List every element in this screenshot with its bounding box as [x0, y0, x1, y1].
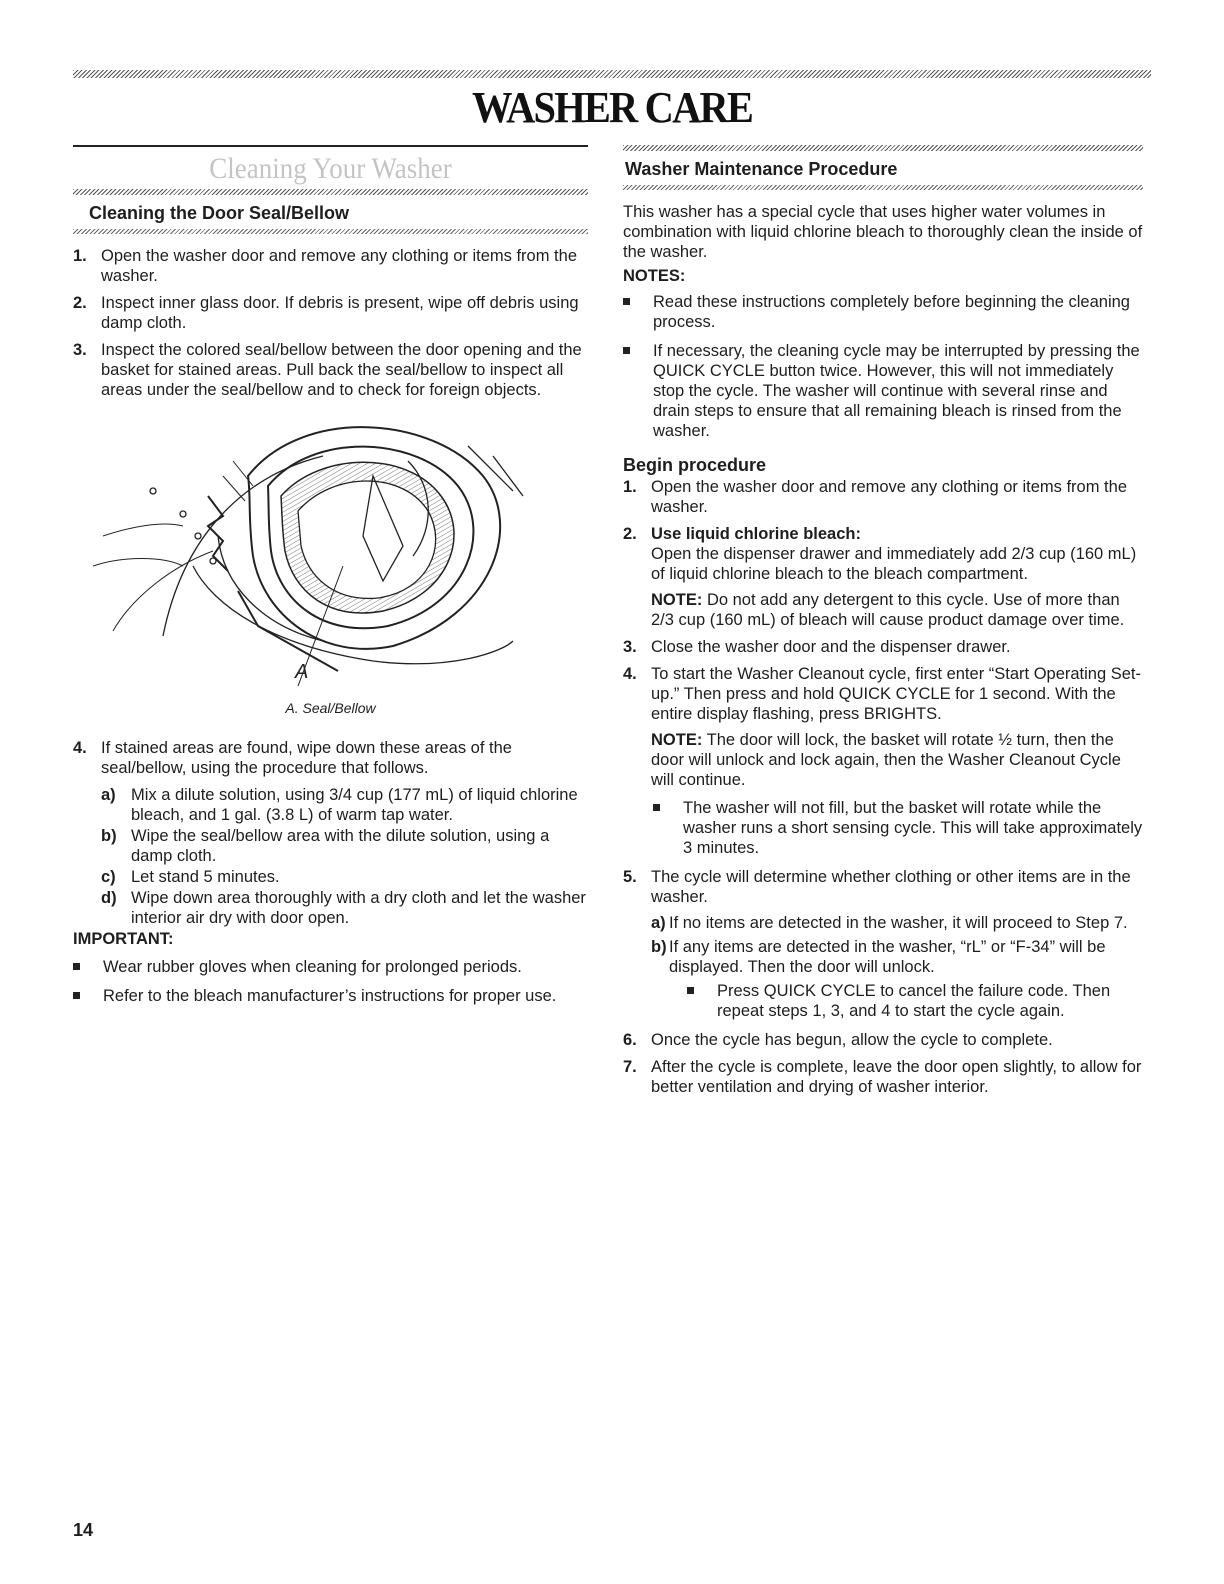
section-title: Cleaning Your Washer: [209, 152, 452, 185]
bullet-item: [687, 981, 1143, 1021]
substep-letter: b): [101, 827, 117, 845]
list-item: [623, 477, 1143, 517]
step-number: 5.: [623, 868, 637, 886]
subheading-door-seal: Cleaning the Door Seal/Bellow: [89, 203, 350, 223]
top-hatched-rule: [73, 70, 1151, 78]
begin-procedure-heading: Begin procedure: [623, 455, 767, 475]
substep-text: If any items are detected in the washer, “rL” or “F-34” will be displayed. Then the door will unlock.: [669, 938, 1106, 976]
list-item: [623, 524, 1143, 630]
note-text: Do not add any detergent to this cycle. Use of more than 2/3 cup (160 mL) of bleach will cause product damage over time.: [651, 591, 1125, 629]
bullet-item: [73, 986, 588, 1006]
bullet-text: Refer to the bleach manufacturer’s instructions for proper use.: [103, 987, 557, 1005]
page-number: 14: [73, 1520, 94, 1540]
step-title: Use liquid chlorine bleach:: [651, 525, 861, 543]
step-text: Inspect the colored seal/bellow between the door opening and the basket for stained areas. Pull back the seal/bellow to inspect all areas under the seal/bellow and to check for foreign objects.: [101, 341, 582, 399]
step-text: After the cycle is complete, leave the door open slightly, to allow for better ventilation and drying of washer interior.: [651, 1058, 1142, 1096]
substep-text: Let stand 5 minutes.: [131, 868, 280, 886]
step-number: 3.: [623, 638, 637, 656]
bullet-item: [623, 341, 1143, 441]
note-label: NOTE:: [651, 731, 703, 749]
note-label: NOTE:: [651, 591, 703, 609]
step-number: 2.: [623, 525, 637, 543]
left-column: [73, 145, 588, 1015]
bullet-text: If necessary, the cleaning cycle may be interrupted by pressing the QUICK CYCLE button twice. However, this will not immediately stop the cycle. The washer will continue with several rinse and drain steps to ensure that all remaining bleach is rinsed from the washer.: [653, 342, 1140, 440]
step-number: 1.: [623, 478, 637, 496]
sub-list-item: [651, 937, 1143, 1021]
list-item: [623, 664, 1143, 858]
step-number: 3.: [73, 341, 87, 359]
step-text: Open the dispenser drawer and immediately add 2/3 cup (160 mL) of liquid chlorine bleach to the bleach compartment.: [651, 545, 1137, 583]
substep-text: Wipe the seal/bellow area with the dilute solution, using a damp cloth.: [131, 827, 550, 865]
substep-text: Mix a dilute solution, using 3/4 cup (177 mL) of liquid chlorine bleach, and 1 gal. (3.8 L) of warm tap water.: [131, 786, 578, 824]
step-text: Close the washer door and the dispenser drawer.: [651, 638, 1011, 656]
washer-door-drawing: [73, 416, 588, 686]
square-bullet-icon: [623, 298, 630, 305]
list-item: [73, 246, 588, 286]
bullet-text: The washer will not fill, but the basket will rotate while the washer runs a short sensing cycle. This will take approximately 3 minutes.: [683, 799, 1143, 857]
step-text: Once the cycle has begun, allow the cycle to complete.: [651, 1031, 1053, 1049]
step-number: 1.: [73, 247, 87, 265]
square-bullet-icon: [653, 804, 660, 811]
sub-list-item: [73, 888, 588, 928]
substep-text: If no items are detected in the washer, it will proceed to Step 7.: [669, 914, 1128, 932]
substep-letter: d): [101, 889, 117, 907]
substep-letter: b): [651, 938, 667, 956]
note-text: The door will lock, the basket will rotate ½ turn, then the door will unlock and lock again, then the Washer Cleanout Cycle will continue.: [651, 731, 1121, 789]
list-item: [73, 340, 588, 400]
door-seal-illustration: [73, 416, 588, 686]
intro-paragraph: This washer has a special cycle that uses higher water volumes in combination with liquid chlorine bleach to thoroughly clean the inside of the washer.: [623, 203, 1143, 261]
step-number: 6.: [623, 1031, 637, 1049]
sub-list-item: [73, 826, 588, 866]
left-top-rule: [73, 145, 588, 147]
bullet-text: Press QUICK CYCLE to cancel the failure code. Then repeat steps 1, 3, and 4 to start the cycle again.: [717, 982, 1111, 1020]
list-item: [623, 1057, 1143, 1097]
step-number: 7.: [623, 1058, 637, 1076]
right-column: [623, 145, 1143, 1104]
important-label: IMPORTANT:: [73, 930, 174, 948]
step-text: Inspect inner glass door. If debris is present, wipe off debris using damp cloth.: [101, 294, 579, 332]
square-bullet-icon: [73, 992, 80, 999]
square-bullet-icon: [73, 963, 80, 970]
step-text: Open the washer door and remove any clothing or items from the washer.: [101, 247, 577, 285]
list-item: [73, 293, 588, 333]
page-title: WASHER CARE: [471, 83, 753, 132]
step-number: 4.: [73, 739, 87, 757]
step-number: 2.: [73, 294, 87, 312]
step-text: To start the Washer Cleanout cycle, first enter “Start Operating Set-up.” Then press and hold QUICK CYCLE for 1 second. With the entire display flashing, press BRIGHTS.: [651, 665, 1142, 723]
list-item: [73, 738, 588, 778]
substep-letter: a): [101, 786, 116, 804]
step-text: If stained areas are found, wipe down these areas of the seal/bellow, using the procedure that follows.: [101, 739, 512, 777]
step-note: [651, 590, 1143, 630]
figure-letter: A: [295, 661, 309, 683]
figure-caption: A. Seal/Bellow: [285, 700, 376, 716]
step-number: 4.: [623, 665, 637, 683]
substep-text: Wipe down area thoroughly with a dry cloth and let the washer interior air dry with door open.: [131, 889, 586, 927]
substep-letter: a): [651, 914, 666, 932]
square-bullet-icon: [687, 987, 694, 994]
bullet-item: [653, 798, 1143, 858]
substep-letter: c): [101, 868, 116, 886]
list-item: [623, 637, 1143, 657]
sub-list-item: [73, 785, 588, 825]
square-bullet-icon: [623, 347, 630, 354]
step-text: The cycle will determine whether clothing or other items are in the washer.: [651, 868, 1131, 906]
subheading-maintenance: Washer Maintenance Procedure: [625, 159, 898, 179]
step-note: [651, 730, 1143, 790]
list-item: [623, 867, 1143, 1021]
list-item: [623, 1030, 1143, 1050]
bullet-item: [623, 292, 1143, 332]
bullet-item: [73, 957, 588, 977]
bullet-text: Wear rubber gloves when cleaning for prolonged periods.: [103, 958, 522, 976]
step-text: Open the washer door and remove any clothing or items from the washer.: [651, 478, 1127, 516]
sub-list-item: [651, 913, 1143, 933]
notes-label: NOTES:: [623, 267, 686, 285]
bullet-text: Read these instructions completely before beginning the cleaning process.: [653, 293, 1130, 331]
sub-list-item: [73, 867, 588, 887]
